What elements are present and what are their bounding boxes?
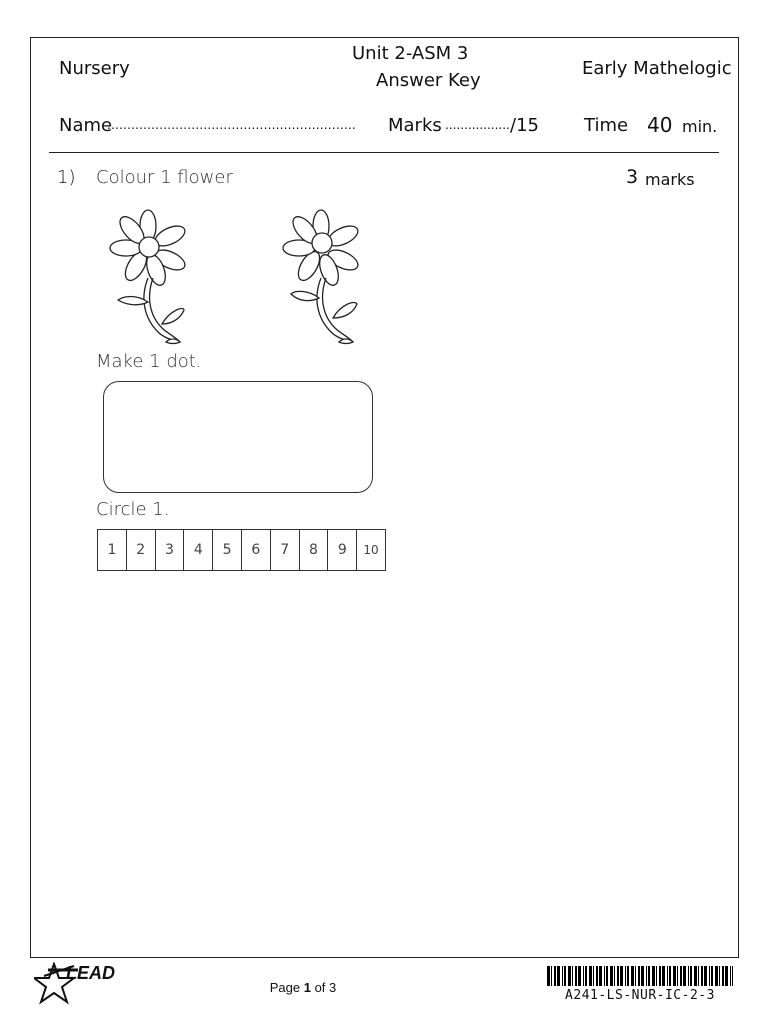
number-cell[interactable]: 3 [156, 530, 185, 570]
barcode-bar [648, 966, 650, 986]
class-name: Nursery [59, 58, 130, 79]
barcode-text: A241-LS-NUR-IC-2-3 [565, 988, 715, 1003]
barcode-bar [709, 966, 710, 986]
flower-left[interactable] [100, 198, 220, 348]
marks-total: /15 [510, 115, 539, 136]
barcode-bar [620, 966, 623, 986]
barcode-bar [593, 966, 594, 986]
barcode-bar [578, 966, 581, 986]
question-instruction: Colour 1 flower [96, 167, 233, 188]
number-cell[interactable]: 8 [300, 530, 329, 570]
marks-field[interactable]: ................. [445, 118, 510, 132]
barcode-bar [641, 966, 644, 986]
barcode-bar [564, 966, 566, 986]
barcode-bar [688, 966, 689, 986]
barcode-bar [730, 966, 731, 986]
barcode-bar [575, 966, 577, 986]
barcode-bar [673, 966, 676, 986]
barcode-bar [551, 966, 552, 986]
barcode-bar [669, 966, 671, 986]
barcode-bar [599, 966, 602, 986]
barcode-bar [635, 966, 636, 986]
barcode-bar [604, 966, 605, 986]
barcode-bar [562, 966, 563, 986]
circle-instruction: Circle 1. [96, 499, 170, 520]
barcode-bar [732, 966, 733, 986]
barcode [547, 966, 733, 986]
barcode-bar [690, 966, 692, 986]
name-field[interactable]: .............................................................. [107, 118, 356, 132]
barcode-bar [711, 966, 713, 986]
barcode-bar [638, 966, 640, 986]
page-prefix: Page [269, 980, 301, 995]
number-cell[interactable]: 5 [213, 530, 242, 570]
barcode-bar [606, 966, 608, 986]
dot-instruction: Make 1 dot. [96, 351, 202, 372]
barcode-bar [596, 966, 598, 986]
page-of: of [314, 980, 326, 995]
number-cell[interactable]: 7 [271, 530, 300, 570]
barcode-bar [583, 966, 584, 986]
barcode-bar [719, 966, 720, 986]
page-total: 3 [329, 980, 337, 995]
barcode-bar [698, 966, 699, 986]
dot-box[interactable] [103, 381, 373, 493]
time-unit: min. [682, 117, 718, 136]
logo-text: LEAD [66, 963, 115, 983]
answer-key-subtitle: Answer Key [376, 70, 481, 91]
barcode-bar [725, 966, 728, 986]
header-divider [49, 152, 719, 153]
barcode-bar [694, 966, 697, 986]
barcode-bar [627, 966, 629, 986]
barcode-bar [659, 966, 661, 986]
barcode-bar [617, 966, 619, 986]
barcode-bar [722, 966, 724, 986]
barcode-bar [680, 966, 682, 986]
barcode-bar [589, 966, 592, 986]
barcode-bar [610, 966, 613, 986]
barcode-bar [715, 966, 718, 986]
barcode-bar [656, 966, 657, 986]
marks-label: Marks [388, 115, 442, 136]
number-cell[interactable]: 1 [98, 530, 127, 570]
barcode-bar [652, 966, 655, 986]
number-cell[interactable]: 4 [184, 530, 213, 570]
barcode-bar [554, 966, 556, 986]
barcode-bar [547, 966, 550, 986]
barcode-bar [646, 966, 647, 986]
page-indicator [0, 980, 606, 995]
barcode-bar [677, 966, 678, 986]
question-number: 1) [57, 167, 76, 188]
barcode-bar [568, 966, 571, 986]
flower-right[interactable] [273, 198, 393, 348]
barcode-bar [585, 966, 587, 986]
barcode-bar [662, 966, 665, 986]
number-cell[interactable]: 6 [242, 530, 271, 570]
barcode-bar [557, 966, 560, 986]
name-label: Name [59, 115, 113, 136]
page-current: 1 [303, 980, 311, 995]
barcode-bar [667, 966, 668, 986]
number-row [97, 529, 386, 571]
number-cell[interactable]: 10 [357, 530, 386, 570]
barcode-bar [701, 966, 703, 986]
subject-title: Early Mathelogic [582, 58, 732, 79]
question-marks-value: 3 [626, 166, 639, 188]
number-cell[interactable]: 2 [127, 530, 156, 570]
barcode-bar [614, 966, 615, 986]
number-cell[interactable]: 9 [328, 530, 357, 570]
barcode-bar [572, 966, 573, 986]
time-label: Time [584, 115, 629, 136]
barcode-bar [631, 966, 634, 986]
barcode-bar [704, 966, 707, 986]
barcode-bar [683, 966, 686, 986]
barcode-bar [625, 966, 626, 986]
question-marks-label: marks [645, 170, 695, 189]
time-value: 40 [647, 113, 673, 137]
unit-title: Unit 2-ASM 3 [352, 43, 469, 64]
